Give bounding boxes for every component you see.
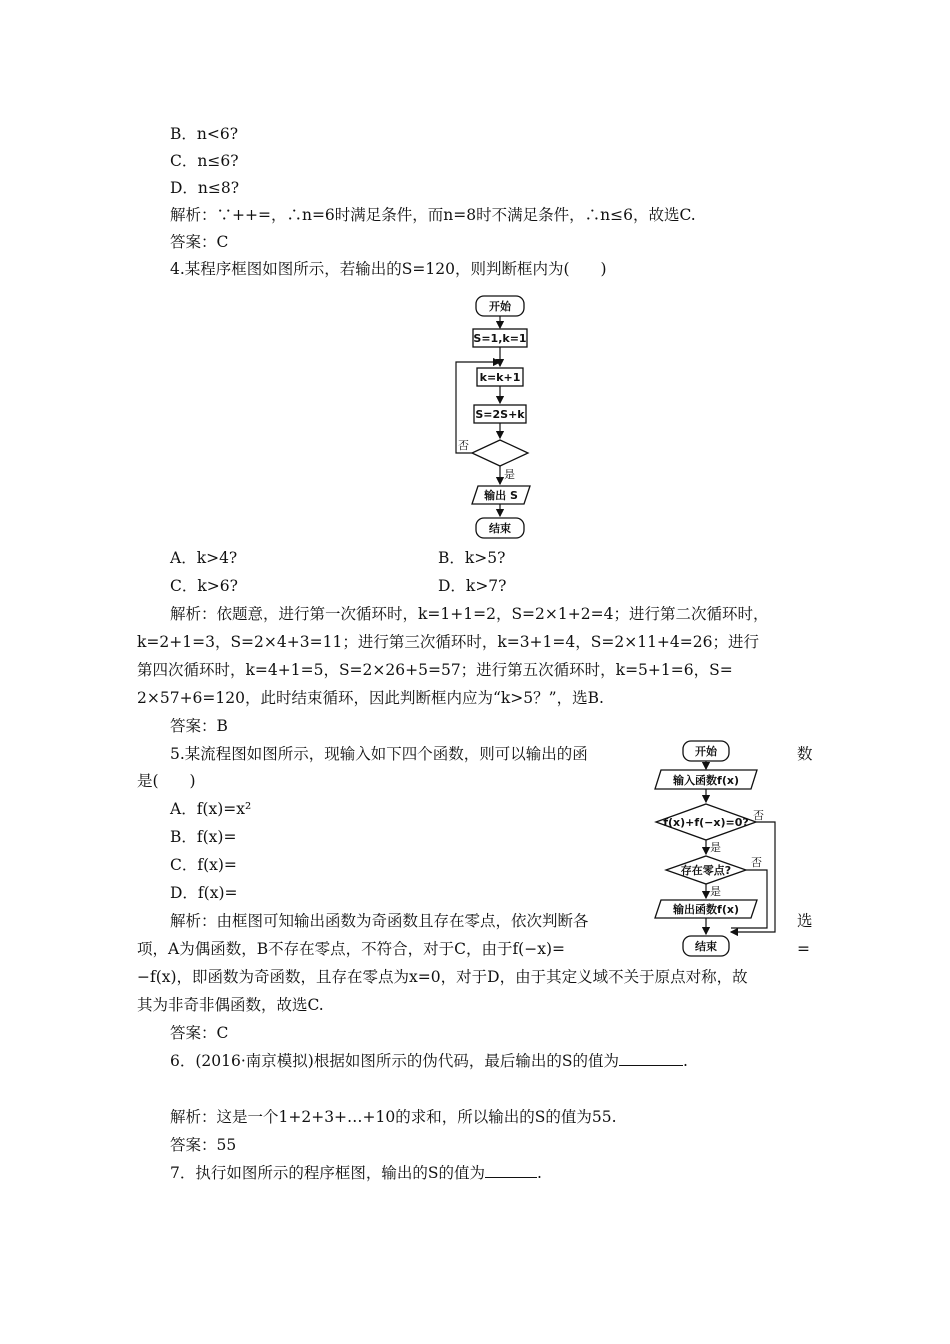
q4-analysis-line-3: 第四次循环时，k=4+1=5，S=2×26+5=57；进行第五次循环时，k=5+1=6，S=	[137, 661, 733, 679]
q4-start-text: 开始	[489, 300, 511, 313]
q4-analysis-line-1: 解析：依题意，进行第一次循环时，k=1+1=2，S=2×1+2=4；进行第二次循环时，	[170, 605, 769, 623]
q5-no2-line	[731, 870, 767, 928]
q5-option-c: C．f(x)=	[170, 856, 237, 874]
q4-option-d: D．k>7?	[438, 577, 507, 595]
q5-no1-label: 否	[753, 809, 764, 822]
q7-stem-end: .	[536, 1164, 542, 1182]
q6-stem-end: .	[682, 1052, 688, 1070]
q6-answer-blank[interactable]	[619, 1051, 683, 1066]
q3-analysis: 解析：∵++=，∴n=6时满足条件，而n=8时不满足条件，∴n≤6，故选C.	[170, 206, 696, 224]
q5-cond1-text: f(x)+f(−x)=0?	[663, 816, 749, 829]
q4-end-text: 结束	[489, 522, 511, 535]
q3-answer: 答案：C	[170, 233, 229, 251]
q6-answer: 答案：55	[170, 1136, 237, 1154]
q4-decision	[472, 440, 528, 466]
q5-cond2-text: 存在零点?	[680, 864, 732, 877]
q7-stem	[170, 1163, 542, 1183]
q5-flowchart	[645, 738, 785, 960]
q4-flowchart	[440, 292, 560, 542]
q7-stem-text: 7．执行如图所示的程序框图，输出的S的值为	[170, 1164, 485, 1182]
q5-input-text: 输入函数f(x)	[673, 774, 739, 787]
q7-answer-blank[interactable]	[485, 1163, 537, 1178]
q4-option-b: B．k>5?	[438, 549, 506, 567]
q5-analysis-line-1a: 解析：由框图可知输出函数为奇函数且存在零点，依次判断各	[170, 912, 589, 930]
q4-no-label: 否	[458, 439, 469, 452]
q5-stem-part-1: 5.某流程图如图所示，现输入如下四个函数，则可以输出的函	[170, 745, 588, 763]
q5-answer: 答案：C	[170, 1024, 229, 1042]
q5-end-text: 结束	[695, 940, 717, 953]
q5-start-text: 开始	[695, 745, 717, 758]
q6-stem-text: 6．(2016·南京模拟)根据如图所示的伪代码，最后输出的S的值为	[170, 1052, 619, 1070]
q5-analysis-line-2b: =	[797, 940, 810, 958]
q5-no2-label: 否	[751, 856, 762, 869]
q3-option-c: C．n≤6?	[170, 152, 239, 170]
q4-stem: 4.某程序框图如图所示，若输出的S=120，则判断框内为( )	[170, 260, 607, 278]
q5-yes1-label: 是	[710, 841, 721, 854]
q6-stem	[170, 1051, 688, 1071]
q5-option-b: B．f(x)=	[170, 828, 237, 846]
q4-analysis-line-4: 2×57+6=120，此时结束循环，因此判断框内应为“k>5？”，选B.	[137, 689, 604, 707]
q4-answer: 答案：B	[170, 717, 228, 735]
q4-output-text: 输出 S	[484, 489, 518, 502]
q4-option-c: C．k>6?	[170, 577, 238, 595]
q5-output-text: 输出函数f(x)	[673, 903, 739, 916]
q3-option-d: D．n≤8?	[170, 179, 240, 197]
q4-yes-label: 是	[504, 468, 515, 481]
q5-option-a: A．f(x)=x²	[170, 800, 252, 818]
q5-analysis-line-4: 其为非奇非偶函数，故选C.	[137, 996, 324, 1014]
q5-stem-part-3: 是( )	[137, 772, 196, 790]
q3-option-b: B．n<6?	[170, 125, 239, 143]
q5-analysis-line-2a: 项，A为偶函数，B不存在零点，不符合，对于C，由于f(−x)=	[137, 940, 565, 958]
q5-option-d: D．f(x)=	[170, 884, 238, 902]
q4-option-a: A．k>4?	[170, 549, 238, 567]
q4-step2-text: S=2S+k	[475, 408, 525, 421]
q5-yes2-label: 是	[710, 885, 721, 898]
q5-stem-part-2: 数	[797, 745, 813, 763]
q4-init-text: S=1,k=1	[473, 332, 527, 345]
q4-analysis-line-2: k=2+1=3，S=2×4+3=11；进行第三次循环时，k=3+1=4，S=2×11+4=26；进行	[137, 633, 759, 651]
q5-analysis-line-1b: 选	[797, 912, 813, 930]
q4-step1-text: k=k+1	[479, 371, 521, 384]
q6-analysis: 解析：这是一个1+2+3+…+10的求和，所以输出的S的值为55.	[170, 1108, 617, 1126]
q5-analysis-line-3: −f(x)，即函数为奇函数，且存在零点为x=0，对于D，由于其定义域不关于原点对称，故	[137, 968, 748, 986]
